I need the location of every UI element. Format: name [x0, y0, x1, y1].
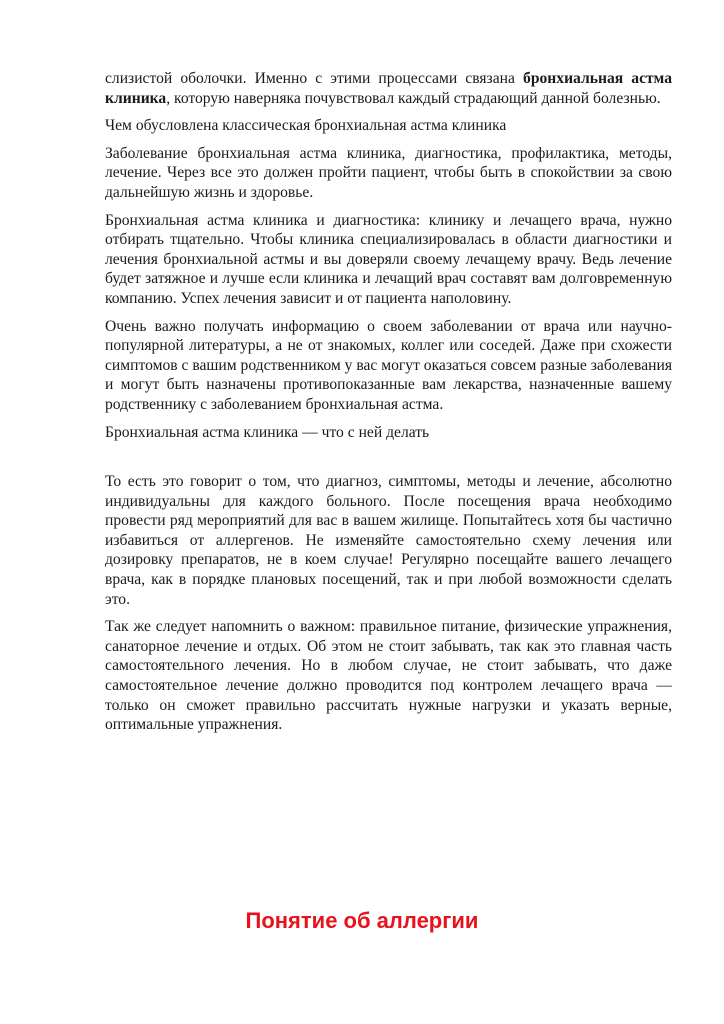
subheading-2: Бронхиальная астма клиника — что с ней делать: [105, 423, 430, 441]
paragraph-4: Очень важно получать информацию о своем заболевании от врача или научно-популярной литературы, а не от знакомых, коллег или соседей. Даже при схожести симптомов с вашим родственником у вас могут оказаться совсем разные заболевания и могут быть назначены противопоказанные вам лекарства, назначенные вашему родственнику с заболеванием бронхиальная астма.: [105, 317, 673, 413]
paragraph-3: Бронхиальная астма клиника и диагностика: клинику и лечащего врача, нужно отбирать тщательно. Чтобы клиника специализировалась в области диагностики и лечения бронхиальной астмы и вы доверяли своему лечащему врачу. Ведь лечение будет затяжное и лучше если клиника и лечащий врач составят вам долговременную компанию. Успех лечения зависит и от пациента наполовину.: [105, 211, 672, 307]
blank-line: [105, 450, 672, 472]
section-title: Понятие об аллергии: [245, 908, 479, 933]
subheading-1: Чем обусловлена классическая бронхиальная астма клиника: [105, 117, 507, 135]
paragraph-2: Заболевание бронхиальная астма клиника, диагностика, профилактика, методы, лечение. Через все это должен пройти пациент, чтобы быть в спокойствии за свою дальнейшую жизнь и здоровье.: [105, 144, 672, 201]
paragraph-1-text-before: слизистой оболочки. Именно с этими процессами связана: [105, 70, 524, 87]
paragraph-6: Так же следует напомнить о важном: правильное питание, физические упражнения, санаторное лечение и отдых. Об этом не стоит забывать, так как это главная часть самостоятельного лечения. Но в любом случае, не стоит забывать, что даже самостоятельное лечение должно проводится под контролем лечащего врача — только он сможет правильно рассчитать нужные нагрузки и указать верные, оптимальные упражнения.: [105, 618, 672, 734]
paragraph-1-text-after: , которую наверняка почувствовал каждый страдающий данной болезнью.: [166, 89, 661, 107]
paragraph-1-bold-phrase: бронхиальная астма клиника: [105, 70, 672, 107]
paragraph-1: [105, 69, 672, 108]
document-body: [105, 69, 672, 743]
paragraph-5: То есть это говорит о том, что диагноз, симптомы, методы и лечение, абсолютно индивидуальны для каждого больного. После посещения врача необходимо провести ряд мероприятий для вас в вашем жилище. Попытайтесь хотя бы частично избавиться от аллергенов. Не изменяйте самостоятельно схему лечения или дозировку препаратов, не в коем случае! Регулярно посещайте вашего лечащего врача, как в порядке плановых посещений, так и при любой возможности сделать это.: [105, 473, 672, 608]
